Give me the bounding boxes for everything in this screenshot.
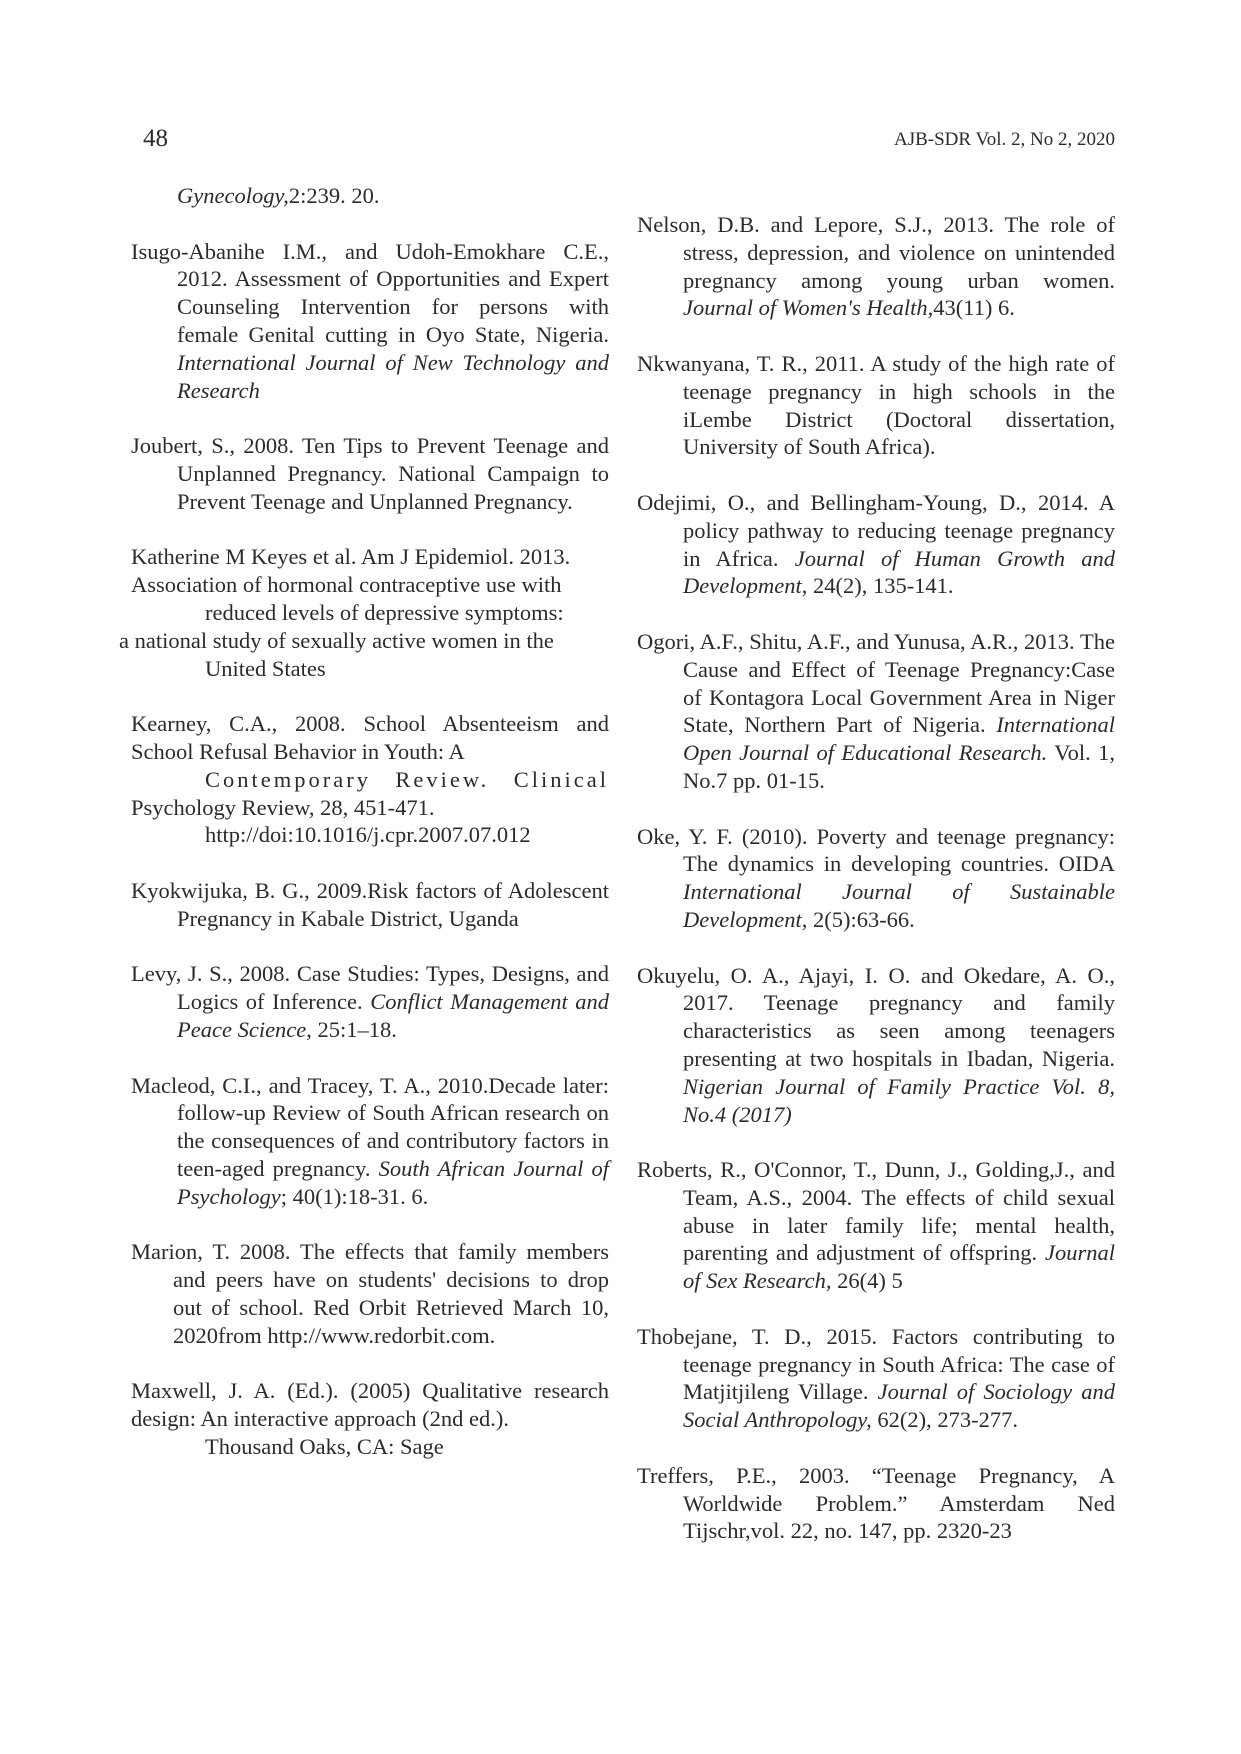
reference-macleod xyxy=(131,1072,609,1211)
reference-text: , 25:1–18. xyxy=(306,1016,397,1042)
reference-line: Katherine M Keyes et al. Am J Epidemiol. 2013. xyxy=(131,544,571,570)
reference-isugo-abanihe xyxy=(131,238,609,405)
reference-line: United States xyxy=(205,655,326,681)
reference-oke xyxy=(637,823,1115,934)
reference-roberts xyxy=(637,1156,1115,1295)
reference-text: Okuyelu, O. A., Ajayi, I. O. and Okedare, A. O., 2017. Teenage pregnancy and family characteristics as seen among teenagers presenting at two hospitals in Ibadan, Nigeria. xyxy=(637,962,1115,1071)
reference-italic: International Journal of Sustainable Development xyxy=(683,879,1115,932)
reference-odejimi xyxy=(637,489,1115,600)
reference-keyes xyxy=(119,543,609,682)
reference-thobejane xyxy=(637,1323,1115,1434)
running-header: AJB-SDR Vol. 2, No 2, 2020 xyxy=(893,129,1115,150)
reference-line: http://doi:10.1016/j.cpr.2007.07.012 xyxy=(205,822,531,848)
reference-nelson xyxy=(637,211,1115,322)
reference-text: Levy, J. S., 2008. Case Studies: Types, Designs, and Logics of Inference. xyxy=(131,961,609,1015)
reference-line: School Refusal Behavior in Youth: A xyxy=(131,738,465,764)
reference-italic: Nigerian Journal of Family Practice Vol. 8, No.4 (2017) xyxy=(683,1073,1115,1127)
reference-line: Psychology Review, 28, 451-471. xyxy=(131,794,435,820)
reference-line: Maxwell, J. A. (Ed.). (2005) Qualitative research design: An interactive approach (2nd ed.). xyxy=(131,1378,609,1432)
reference-text: Kyokwijuka, B. G., 2009.Risk factors of Adolescent Pregnancy in Kabale District, Uganda xyxy=(131,877,609,931)
reference-text: ; 40(1):18-31. 6. xyxy=(280,1183,429,1209)
reference-italic: International Open Journal of Educational Research. xyxy=(683,712,1115,766)
reference-italic: Conflict Management and Peace Science xyxy=(177,989,610,1042)
reference-kyokwijuka xyxy=(131,877,609,933)
reference-text: Nkwanyana, T. R., 2011. A study of the high rate of teenage pregnancy in high schools in the iLembe District (Doctoral dissertation, University of South Africa). xyxy=(637,350,1115,460)
reference-italic: International Journal of New Technology and Research xyxy=(177,349,609,403)
reference-kearney xyxy=(131,710,609,849)
reference-text: , 24(2), 135-141. xyxy=(801,573,954,599)
reference-text: Odejimi, O., and Bellingham-Young, D., 2014. A policy pathway to reducing teenage pregnancy in Africa. xyxy=(637,489,1115,571)
reference-text: Joubert, S., 2008. Ten Tips to Prevent Teenage and Unplanned Pregnancy. National Campaign to Prevent Teenage and Unplanned Pregnancy. xyxy=(131,433,609,514)
reference-text: 26(4) 5 xyxy=(831,1268,903,1294)
reference-maxwell xyxy=(131,1377,609,1460)
reference-text: Isugo-Abanihe I.M., and Udoh-Emokhare C.E., 2012. Assessment of Opportunities and Expert Counseling Intervention for persons with female Genital cutting in Oyo State, Nigeria. xyxy=(131,238,609,347)
reference-text: Ogori, A.F., Shitu, A.F., and Yunusa, A.R., 2013. The Cause and Effect of Teenage Pregnancy:Case of Kontagora Local Government Area in Niger State, Northern Part of Nigeria. xyxy=(637,628,1115,738)
reference-italic: South African Journal of Psychology xyxy=(177,1155,609,1209)
reference-text: Oke, Y. F. (2010). Poverty and teenage pregnancy: The dynamics in developing countries. OIDA xyxy=(637,823,1115,877)
reference-line: Contemporary Review. Clinical xyxy=(205,766,609,792)
references-left-column xyxy=(119,182,610,1488)
reference-text: , 2(5):63-66. xyxy=(801,906,915,932)
reference-joubert xyxy=(131,432,609,515)
reference-text: 43(11) 6. xyxy=(933,295,1015,321)
reference-text: Marion, T. 2008. The effects that family members and peers have on students' decisions to drop out of school. Red Orbit Retrieved March 10, 2020from http://www.redorbit.com. xyxy=(131,1239,609,1348)
reference-text: 62(2), 273-277. xyxy=(871,1407,1018,1433)
reference-okuyelu xyxy=(637,962,1115,1129)
reference-italic: Journal of Women's Health, xyxy=(683,295,934,321)
reference-levy xyxy=(131,960,609,1043)
references-right-column xyxy=(637,211,1115,1573)
reference-italic: Journal of Sociology and Social Anthropology, xyxy=(683,1379,1115,1433)
reference-text: Nelson, D.B. and Lepore, S.J., 2013. The role of stress, depression, and violence on unintended pregnancy among young urban women. xyxy=(637,212,1115,293)
reference-marion xyxy=(131,1238,609,1349)
reference-italic: Journal of Sex Research, xyxy=(683,1240,1115,1294)
reference-line: reduced levels of depressive symptoms: xyxy=(205,599,564,625)
reference-line: Thousand Oaks, CA: Sage xyxy=(205,1433,444,1459)
reference-line: Kearney, C.A., 2008. School Absenteeism and xyxy=(131,711,609,737)
reference-treffers xyxy=(637,1462,1115,1545)
reference-text: Macleod, C.I., and Tracey, T. A., 2010.Decade later: follow-up Review of South African research on the consequences of and contributory factors in teen-aged pregnancy. xyxy=(131,1072,609,1181)
reference-text: Treffers, P.E., 2003. “Teenage Pregnancy, A Worldwide Problem.” Amsterdam Ned Tijschr,vol. 22, no. 147, pp. 2320-23 xyxy=(637,1462,1115,1544)
reference-italic: Gynecology, xyxy=(177,183,289,208)
reference-text: Thobejane, T. D., 2015. Factors contributing to teenage pregnancy in South Africa: The case of Matjitjileng Village. xyxy=(637,1323,1115,1405)
reference-italic: Journal of Human Growth and Development xyxy=(683,545,1116,599)
reference-line: Association of hormonal contraceptive use with xyxy=(131,572,562,598)
reference-nkwanyana xyxy=(637,350,1115,461)
reference-continuation xyxy=(131,182,609,210)
reference-ogori xyxy=(637,628,1115,795)
page-number: 48 xyxy=(143,125,168,152)
reference-text: 2:239. 20. xyxy=(288,183,380,208)
reference-line: a national study of sexually active women in the xyxy=(119,627,554,653)
reference-text: Roberts, R., O'Connor, T., Dunn, J., Golding,J., and Team, A.S., 2004. The effects of child sexual abuse in later family life; mental health, parenting and adjustment of offspring. xyxy=(637,1157,1115,1266)
reference-text: Vol. 1, No.7 pp. 01-15. xyxy=(683,740,1115,793)
